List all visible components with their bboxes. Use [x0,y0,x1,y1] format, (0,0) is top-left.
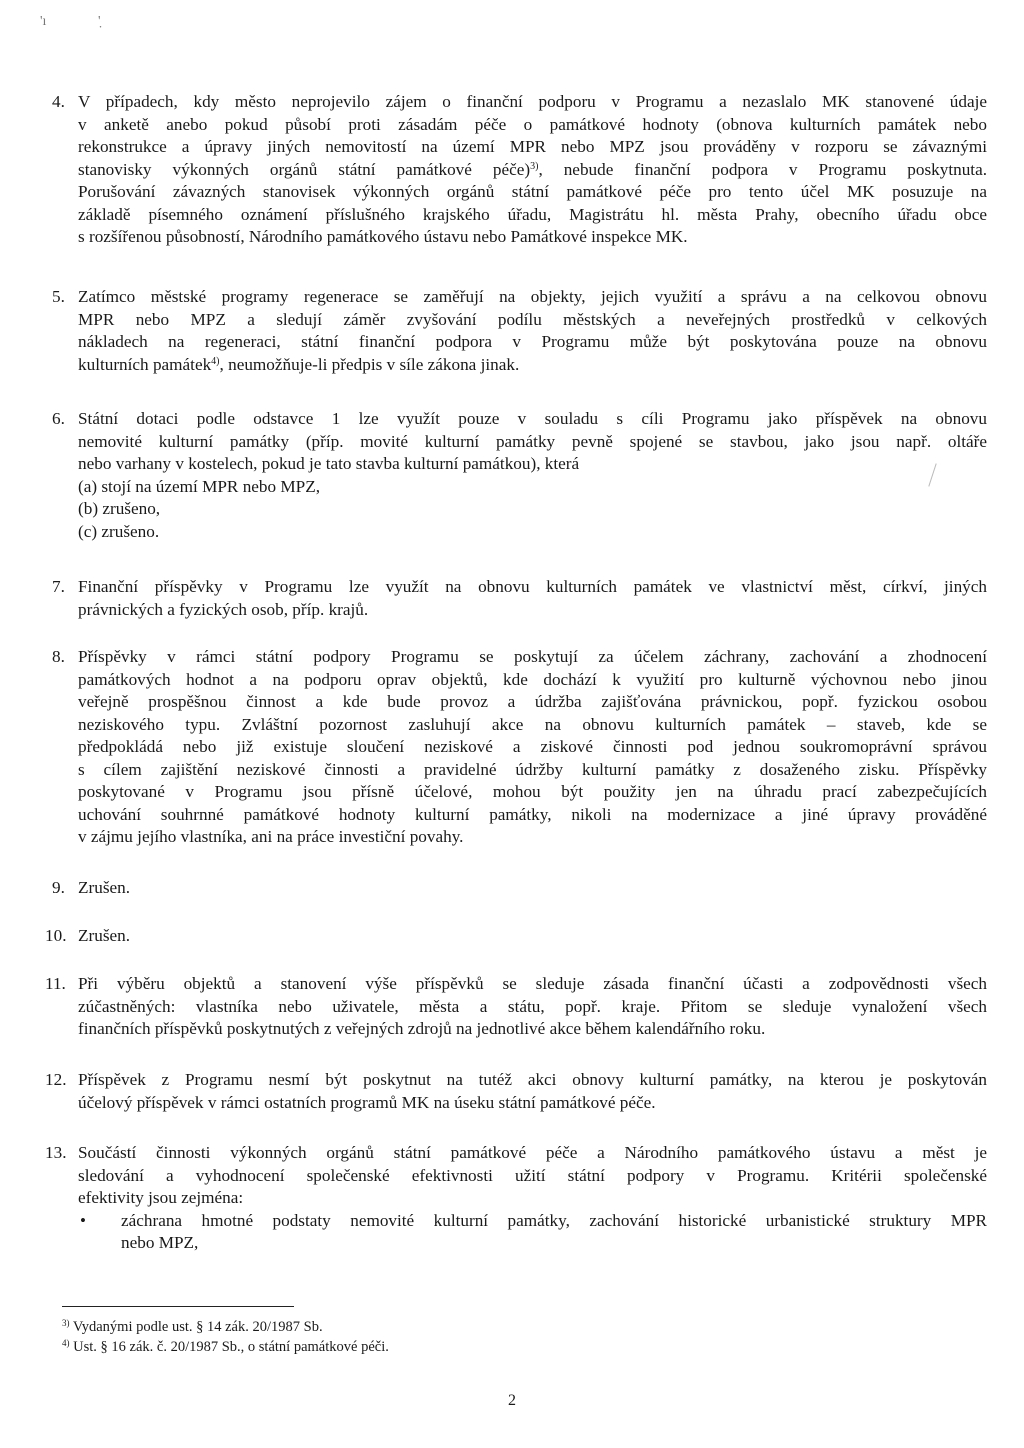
paragraph-number: 11. [45,974,66,993]
sub-item: (c) zrušeno. [78,521,160,541]
paragraph-13 [45,1142,987,1255]
text-line: MPR nebo MPZ a sledují záměr zvyšování podílu městských a neveřejných prostředků v celkových [78,309,987,329]
text-fragment: stanovisky výkonných orgánů státní památkové péče) [78,159,531,179]
footnote-ref: 3) [530,160,539,172]
footnote-marker: 4) [62,1338,70,1348]
text-line: Součástí činnosti výkonných orgánů státní památkové péče a Národního památkového ústavu a měst je [78,1143,987,1162]
paragraph-number: 4. [52,92,65,111]
text-fragment: kulturních památek [78,354,212,374]
scan-speck: 'ı [40,14,47,29]
text-line: Porušování závazných stanovisek výkonných orgánů státní památkové péče pro tento účel MK posuzuje na [78,182,987,201]
text-line: v anketě anebo pokud působí proti zásadám péče o památkové hodnoty (obnova kulturních památek nebo [78,114,987,134]
paragraph-number: 6. [52,409,65,428]
text-line: Zatímco městské programy regenerace se zaměřují na objekty, jejich využití a správu a na celkovou obnovu [78,287,987,306]
footnote-4 [62,1338,389,1356]
text-line: finančních příspěvků poskytnutých z veřejných zdrojů na jednotlivé akce během kalendářního roku. [78,1019,766,1038]
footnote-divider [62,1306,294,1307]
paragraph-7 [52,576,987,621]
text-line: poskytované v Programu jsou přísně účelové, mohou být použity jen na úhradu prací zabezpečujících [78,782,987,801]
text-line: nebo varhany v kostelech, pokud je tato stavba kulturní památkou), která [78,454,580,473]
paragraph-number: 7. [52,577,65,596]
paragraph-number: 13. [45,1143,67,1162]
text-line: v zájmu jejího vlastníka, ani na práce investiční povahy. [78,827,464,846]
sub-item: (a) stojí na území MPR nebo MPZ, [78,476,321,496]
paragraph-number: 10. [45,926,67,945]
text-line: efektivity jsou zejména: [78,1188,244,1207]
paragraph-number: 9. [52,878,65,897]
text-line: předpokládá nebo již existuje sloučení neziskové a ziskové činnosti pod jednou soukromoprávní správou [78,737,987,756]
bullet-item [78,1210,987,1255]
text-line: Finanční příspěvky v Programu lze využít na obnovu kulturních památek ve vlastnictví měst, církví, jiných [78,577,987,596]
text-line: Příspěvek z Programu nesmí být poskytnut na tutéž akci obnovy kulturní památky, na kterou je poskytován [78,1070,987,1089]
paragraph-6 [52,408,987,543]
paragraph-11 [45,973,987,1041]
paragraph-number: 12. [45,1070,67,1089]
text-line: sledování a vyhodnocení společenské efektivnosti užití státní podpory v Programu. Kritérii společenské [78,1165,987,1185]
text-line: uchování souhrnné památkové hodnoty kulturní památky, nikoli na modernizace a jiné úpravy prováděné [78,804,987,824]
text-line [78,354,987,377]
footnote-ref: 4) [211,355,220,367]
text-line: veřejně prospěšnou činnost a kde bude provoz a údržba zajišťována právnickou, popř. fyzickou osobou [78,692,987,711]
paragraph-8 [52,646,987,849]
paragraph-4 [52,91,987,249]
paragraph-12 [45,1069,987,1114]
text-line: základě písemného oznámení příslušného krajského úřadu, Magistrátu hl. města Prahy, obecního úřadu obce [78,204,987,224]
text-line: nemovité kulturní památky (příp. movité kulturní památky pevně spojené se stavbou, jako jsou např. oltáře [78,431,987,451]
scan-speck: '̣ [98,14,101,29]
text-line: s rozšířenou působností, Národního památkového ústavu nebo Památkové inspekce MK. [78,227,688,246]
text-line: Zrušen. [78,926,131,945]
footnote-text: Vydanými podle ust. § 14 zák. 20/1987 Sb. [72,1319,323,1335]
text-line: Zrušen. [78,878,131,897]
text-line: V případech, kdy město neprojevilo zájem o finanční podporu v Programu a nezaslalo MK stanovené údaje [78,92,987,111]
bullet-icon: • [80,1210,86,1230]
footnote-text: Ust. § 16 zák. č. 20/1987 Sb., o státní památkové péči. [73,1339,389,1355]
text-line: rekonstrukce a úpravy jiných nemovitostí na území MPR nebo MPZ jsou prováděny v rozporu se závaznými [78,137,987,156]
text-line: neziskového typu. Zvláštní pozornost zasluhují akce na obnovu kulturních památek – staveb, kde se [78,714,987,734]
page-number: 2 [508,1392,516,1409]
paragraph-number: 5. [52,287,65,306]
text-line [78,159,987,182]
text-fragment: , neumožňuje-li předpis v síle zákona jinak. [219,354,520,374]
text-line: Příspěvky v rámci státní podpory Programu se poskytují za účelem záchrany, zachování a zhodnocení [78,647,987,666]
paragraph-10 [45,925,987,948]
text-line: památkových hodnot a na podporu oprav objektů, kde dochází k využití pro kulturně výchovnou nebo jinou [78,669,987,689]
text-line: s cílem zajištění neziskové činnosti a pravidelné údržby kulturní památky z dosaženého zisku. Příspěvky [78,759,987,779]
text-line: zúčastněných: vlastníka nebo uživatele, města a státu, popř. kraje. Přitom se sleduje vynaložení všech [78,996,987,1016]
text-line: záchrana hmotné podstaty nemovité kulturní památky, zachování historické urbanistické struktury MPR [121,1210,987,1230]
text-line: účelový příspěvek v rámci ostatních programů MK na úseku státní památkové péče. [78,1092,656,1112]
sub-list [78,476,987,544]
footnote-marker: 3) [62,1318,70,1328]
paragraph-number: 8. [52,647,65,666]
text-fragment: , nebude finanční podpora v Programu poskytnuta. [538,159,988,179]
text-line: Státní dotaci podle odstavce 1 lze využít pouze v souladu s cíli Programu jako příspěvek na obnovu [78,409,987,428]
sub-item: (b) zrušeno, [78,499,161,518]
text-line: nákladech na regeneraci, státní finanční podpora v Programu může být poskytována pouze na obnovu [78,332,987,351]
text-line: Při výběru objektů a stanovení výše příspěvků se sleduje zásada finanční účasti a zodpovědnosti všech [78,974,987,993]
text-line: nebo MPZ, [121,1233,199,1252]
paragraph-9 [52,877,987,900]
paragraph-5 [52,286,987,376]
footnote-3 [62,1318,323,1336]
text-line: právnických a fyzických osob, příp. krajů. [78,599,369,619]
